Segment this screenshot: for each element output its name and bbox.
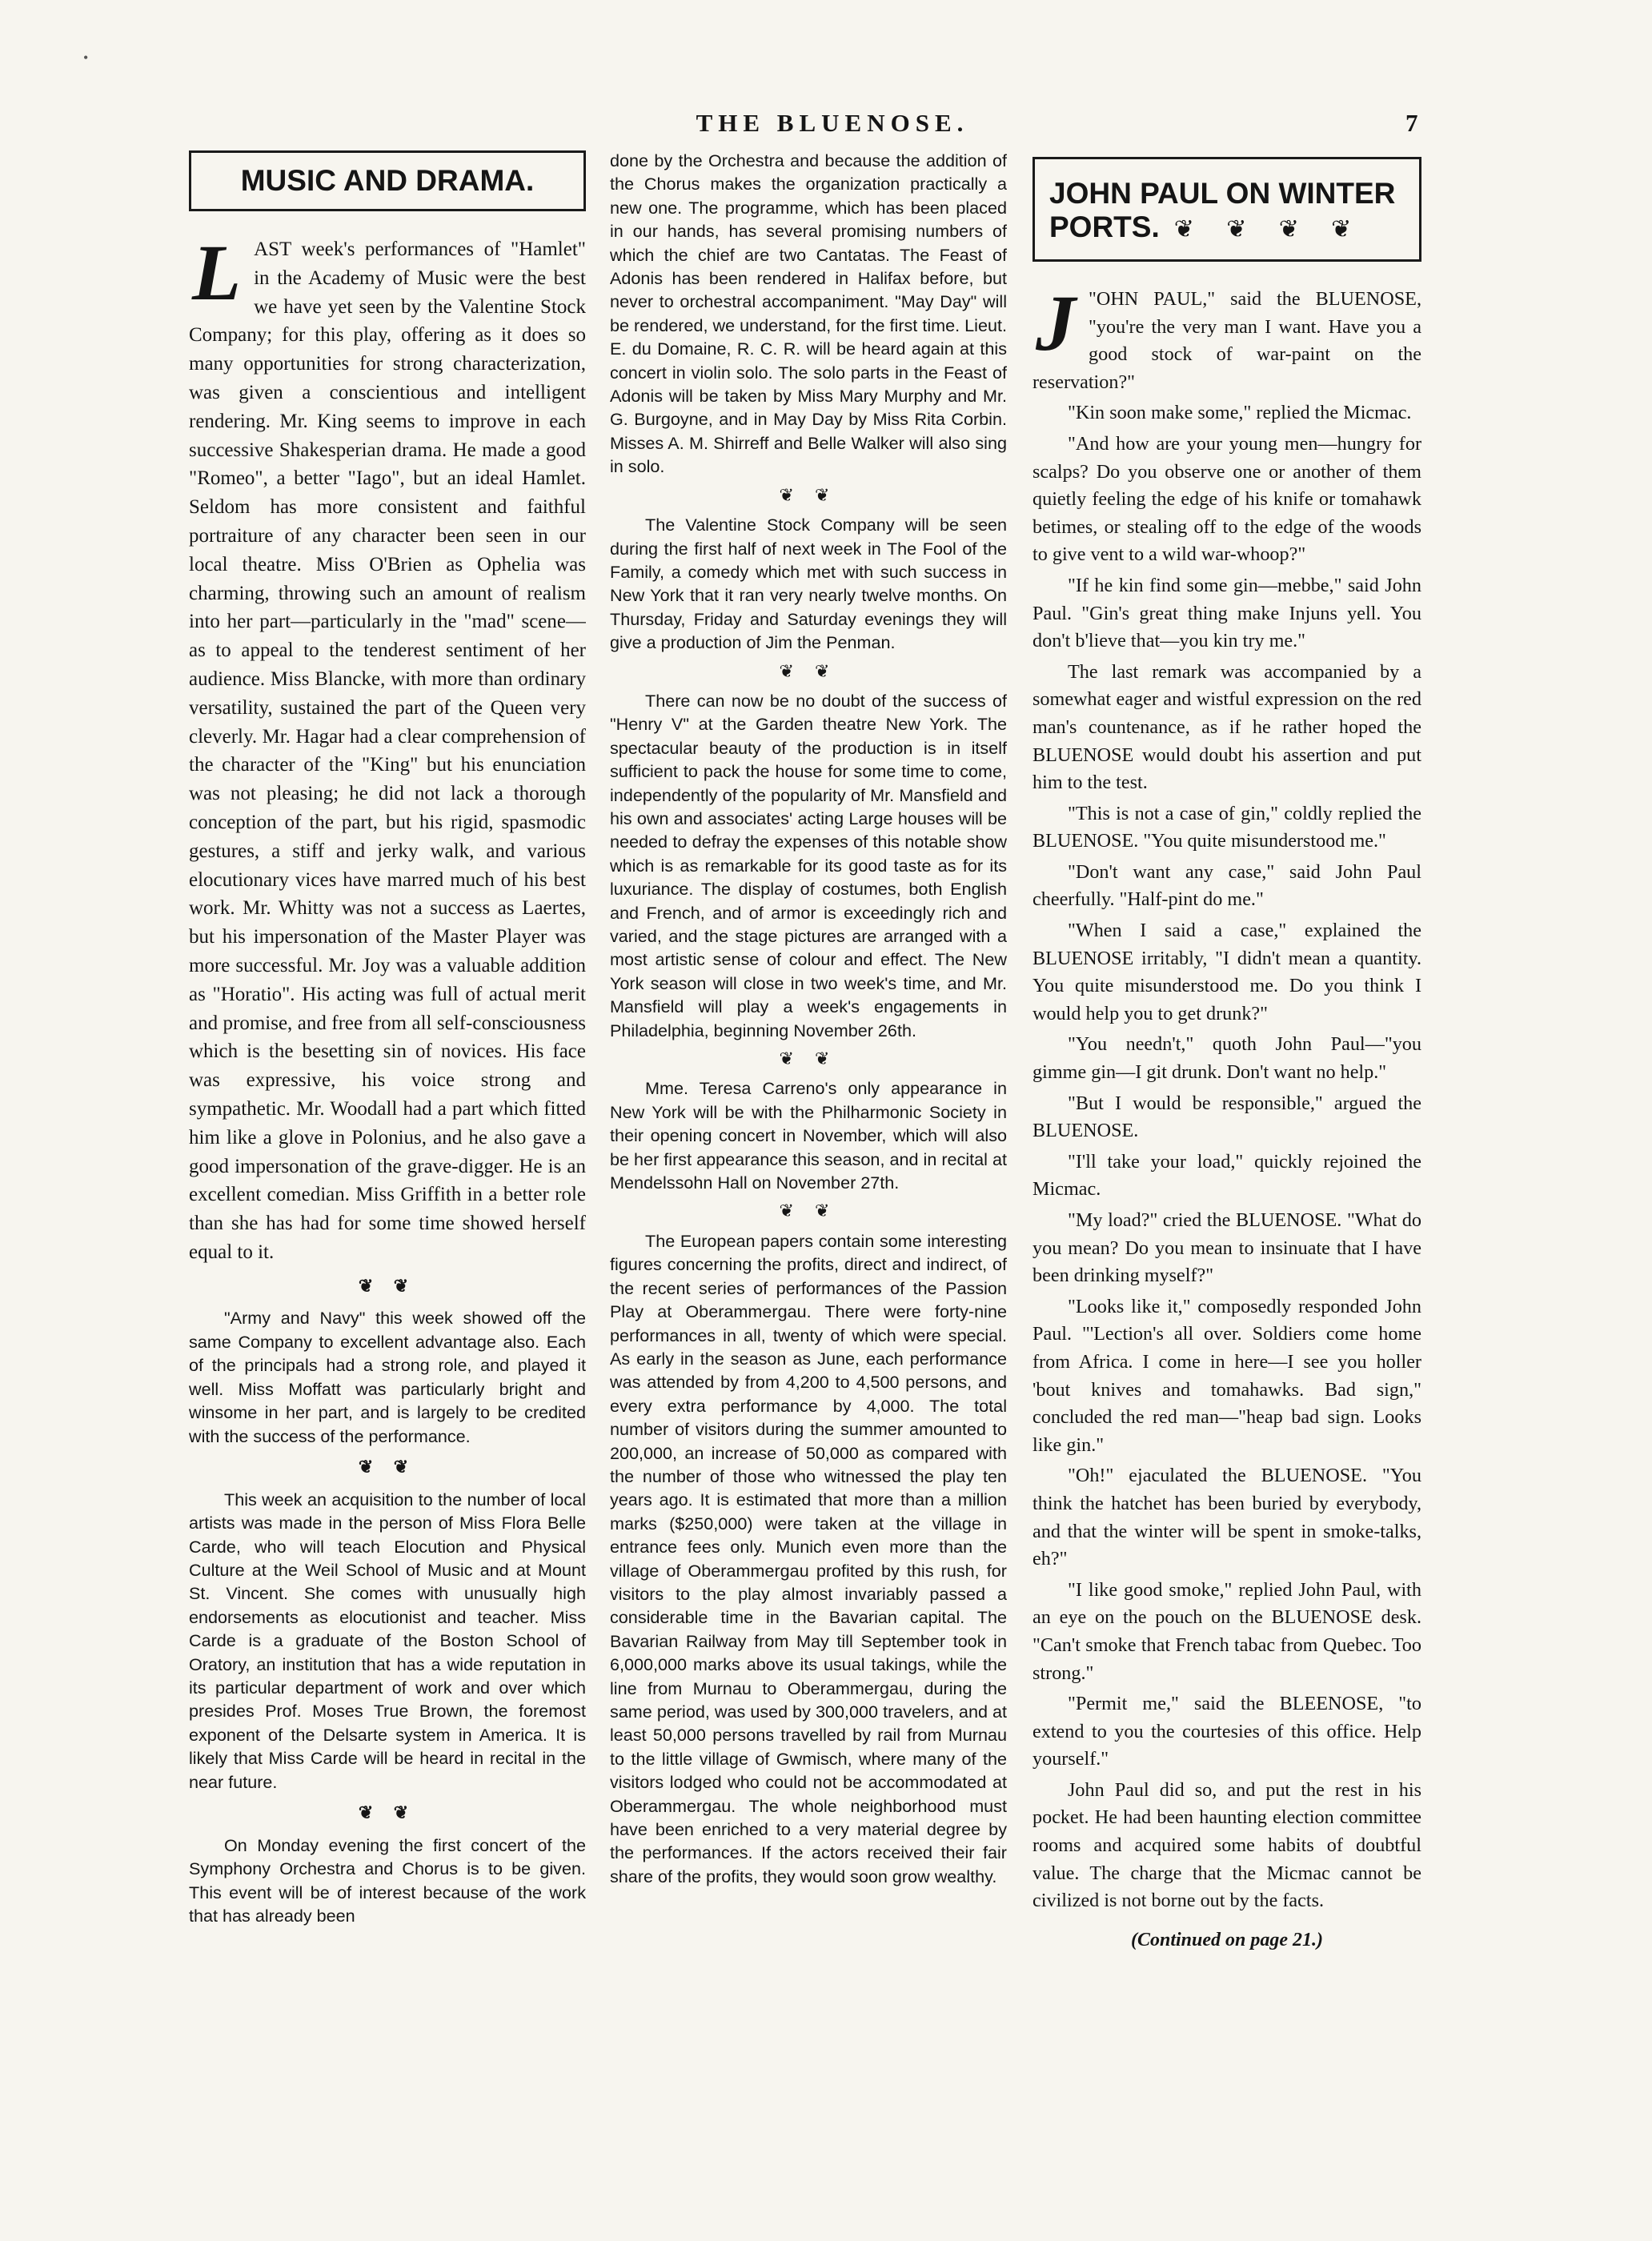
article-paragraph: "Oh!" ejaculated the BLUENOSE. "You think the hatchet has been buried by everybody, and that the winter will be spent in smoke-talks, eh?" bbox=[1032, 1465, 1421, 1570]
article-paragraph: done by the Orchestra and because the addition of the Chorus makes the organization practically a new one. The programme, which has been placed in our hands, has several promising numbers of which the chief are two Cantatas. The Feast of Adonis has been rendered in Halifax before, but never to orchestral accompaniment. "May Day" will be rendered, we understand, for the first time. Lieut. E. du Domaine, R. C. R. will be heard again at this concert in violin solo. The solo parts in the Feast of Adonis will be taken by Miss Mary Murphy and Mr. G. Burgoyne, and in May Day by Miss Rita Corbin. Misses A. M. Shirreff and Belle Walker will also sing in solo. bbox=[610, 150, 1007, 477]
drop-cap-letter: L bbox=[192, 228, 242, 317]
article-paragraph: "And how are your young men—hungry for scalps? Do you observe one or another of them quietly feeling the edge of his knife or tomahawk betimes, or stealing off to the edge of the woods to give vent to a wild war-whoop?" bbox=[1032, 432, 1421, 566]
scan-mark: • bbox=[83, 50, 89, 66]
article-paragraph: "But I would be responsible," argued the BLUENOSE. bbox=[1032, 1092, 1421, 1142]
article-paragraph: The European papers contain some interesting figures concerning the profits, direct and indirect, of the recent series of performances of the Passion Play at Oberammergau. There were forty-nine performances in all, twenty of which were special. As early in the season as June, each performance was attended by from 4,200 to 4,500 persons, and every extra performance by 4,000. The total number of visitors during the summer amounted to 200,000, an increase of 50,000 as compared with the number of those who witnessed the play ten years ago. It is estimated that more than a million marks ($250,000) were taken at the village in entrance fees only. Munich even more than the village of Oberammergau profited by this rush, for visitors to the play almost invariably passed a considerable time in the Bavarian capital. The Bavarian Railway from May till September took in 6,000,000 marks above its usual takings, while the line from Murnau to Oberammergau, during the same period, was used by 300,000 travelers, and at least 50,000 persons travelled by rail from Murnau to the little village of Gwmisch, where many of the visitors lodged who could not be accommodated at Oberammergau. The whole neighborhood must have been enriched to a very material degree by the performances. If the actors received their fair share of the profits, they would soon grow wealthy. bbox=[610, 1230, 1007, 1886]
section-ornament: ❦ ❦ bbox=[779, 484, 838, 505]
article-paragraph: "Permit me," said the BLEENOSE, "to extend to you the courtesies of this office. Help yourself." bbox=[1032, 1693, 1421, 1770]
column-news-notes bbox=[610, 149, 1007, 2230]
article-paragraph: "Kin soon make some," replied the Micmac. bbox=[1068, 402, 1412, 424]
article-paragraph: "My load?" cried the BLUENOSE. "What do you mean? Do you mean to insinuate that I have been drinking myself?" bbox=[1032, 1209, 1421, 1287]
article-paragraph: "If he kin find some gin—mebbe," said John Paul. "Gin's great thing make Injuns yell. You don't b'lieve that—you kin try me." bbox=[1032, 574, 1421, 652]
title-line-1: JOHN PAUL ON WINTER bbox=[1049, 177, 1396, 210]
article-paragraph: "You needn't," quoth John Paul—"you gimme gin—I git drunk. Don't want no help." bbox=[1032, 1033, 1421, 1084]
article-paragraph: "This is not a case of gin," coldly replied the BLUENOSE. "You quite misunderstood me." bbox=[1032, 802, 1421, 852]
section-ornament: ❦ ❦ bbox=[358, 1802, 417, 1822]
article-paragraph: The last remark was accompanied by a somewhat eager and wistful expression on the red man's countenance, as if he rather hoped the BLUENOSE would doubt his assertion and put him to the test. bbox=[1032, 660, 1421, 794]
column-john-paul bbox=[1032, 157, 1421, 2238]
page-number: 7 bbox=[1405, 109, 1418, 137]
section-ornament: ❦ ❦ bbox=[358, 1275, 417, 1296]
section-ornament: ❦ ❦ bbox=[358, 1456, 417, 1477]
section-ornament: ❦ ❦ bbox=[779, 1048, 838, 1069]
title-ornament: ❦ ❦ ❦ ❦ bbox=[1173, 216, 1365, 243]
article-title-john-paul bbox=[1032, 157, 1421, 262]
drop-cap-letter: J bbox=[1036, 279, 1076, 367]
article-paragraph: There can now be no doubt of the success of "Henry V" at the Garden theatre New York. The spectacular beauty of the production is in itself sufficient to pack the house for some time to come, independently of the popularity of Mr. Mansfield and his own and associates' acting Large houses will be needed to defray the expenses of this notable show which is as remarkable for its good taste as for its luxuriance. The display of costumes, both English and French, and of armor is exceedingly rich and varied, and the stage pictures are arranged with a most artistic sense of colour and effect. The New York season will close in two week's time, and Mr. Mansfield will play a week's engagements in Philadelphia, beginning November 26th. bbox=[610, 690, 1007, 1040]
article-paragraph: The Valentine Stock Company will be seen during the first half of next week in The Fool of the Family, a comedy which met with such success in New York that it ran very nearly twelve months. On Thursday, Friday and Saturday evenings they will give a production of Jim the Penman. bbox=[610, 515, 1007, 653]
running-title: THE BLUENOSE. bbox=[696, 109, 969, 137]
article-paragraph: "Army and Navy" this week showed off the same Company to excellent advantage also. Each of the principals had a strong role, and played it well. Miss Moffatt was particularly bright and winsome in her part, and is largely to be credited with the success of the performance. bbox=[189, 1308, 586, 1446]
article-paragraph: "When I said a case," explained the BLUENOSE irritably, "I didn't mean a quantity. You quite misunderstood me. Do you think I would help you to get drunk?" bbox=[1032, 920, 1421, 1024]
article-paragraph: "I'll take your load," quickly rejoined the Micmac. bbox=[1032, 1150, 1421, 1201]
article-paragraph: LAST week's performances of "Hamlet" in the Academy of Music were the best we have yet seen by the Valentine Stock Company; for this play, offering as it does so many opportunities for strong characterization, was given a conscientious and intelligent rendering. Mr. King seems to improve in each successive Shakesperian drama. He made a good "Romeo", a better "Iago", but an ideal Hamlet. Seldom has more consistent and faithful portraiture of any character been seen in our local theatre. Miss O'Brien as Ophelia was charming, throwing such an amount of realism into her part—particularly in the "mad" scene—as to appeal to the tenderest sentiment of her audience. Miss Blancke, with more than ordinary versatility, sustained the part of the Queen very cleverly. Mr. Hagar had a clear comprehension of the character of the "King" but his enunciation was not pleasing; he did not lack a thorough conception of the part, but his rigid, spasmodic gestures, a stiff and jerky walk, and various elocutionary vices have marred much of his best work. Mr. Whitty was not a success as Laertes, but his impersonation of the Master Player was more successful. Mr. Joy was a valuable addition as "Horatio". His acting was full of actual merit and promise, and free from all self-consciousness which is the besetting sin of novices. His face was expressive, his voice strong and sympathetic. Mr. Woodall had a part which fitted him like a glove in Polonius, and he also gave a good impersonation of the grave-digger. He is an excellent comedian. Miss Griffith in a better role than she has had for some time showed herself equal to it. bbox=[189, 228, 586, 1263]
article-paragraph: J "OHN PAUL," said the BLUENOSE, "you're the very man I want. Have you a good stock of war-paint on the reservation?" bbox=[1032, 279, 1421, 393]
continued-notice: (Continued on page 21.) bbox=[1130, 1929, 1324, 1950]
article-paragraph: On Monday evening the first concert of the Symphony Orchestra and Chorus is to be given. This event will be of interest because of the work that has already been bbox=[189, 1834, 586, 1926]
column-music-and-drama bbox=[189, 150, 586, 2231]
article-paragraph: John Paul did so, and put the rest in his pocket. He had been haunting election committee rooms and acquired some habits of doubtful value. The charge that the Micmac cannot be civilized is not borne out by the facts. bbox=[1032, 1778, 1421, 1912]
article-paragraph: Mme. Teresa Carreno's only appearance in New York will be with the Philharmonic Society in their opening concert in November, which will also be her first appearance this season, and in recital at Mendelssohn Hall on November 27th. bbox=[610, 1078, 1007, 1193]
article-paragraph: This week an acquisition to the number of local artists was made in the person of Miss Flora Belle Carde, who will teach Elocution and Physical Culture at the Weil School of Music and at Mount St. Vincent. She comes with unusually high endorsements as elocutionist and teacher. Miss Carde is a graduate of the Boston School of Oratory, an institution that has a wide reputation in its particular department of work and over which presides Prof. Moses True Brown, the foremost exponent of the Delsarte system in America. It is likely that Miss Carde will be heard in recital in the near future. bbox=[189, 1489, 586, 1792]
section-ornament: ❦ ❦ bbox=[779, 660, 838, 681]
article-paragraph: "I like good smoke," replied John Paul, with an eye on the pouch on the BLUENOSE desk. "Can't smoke that French tabac from Quebec. Too strong." bbox=[1032, 1578, 1421, 1684]
section-ornament: ❦ ❦ bbox=[779, 1201, 838, 1221]
article-paragraph: "Looks like it," composedly responded John Paul. "'Lection's all over. Soldiers come home from Africa. I come in here—I see you holler 'bout knives and tomahawks. Bad sign," concluded the red man—"heap bad sign. Looks like gin." bbox=[1032, 1295, 1421, 1456]
title-line-2: PORTS. bbox=[1049, 210, 1160, 243]
article-title-music-and-drama: MUSIC AND DRAMA. bbox=[189, 150, 586, 211]
article-paragraph: "Don't want any case," said John Paul cheerfully. "Half-pint do me." bbox=[1032, 860, 1421, 911]
